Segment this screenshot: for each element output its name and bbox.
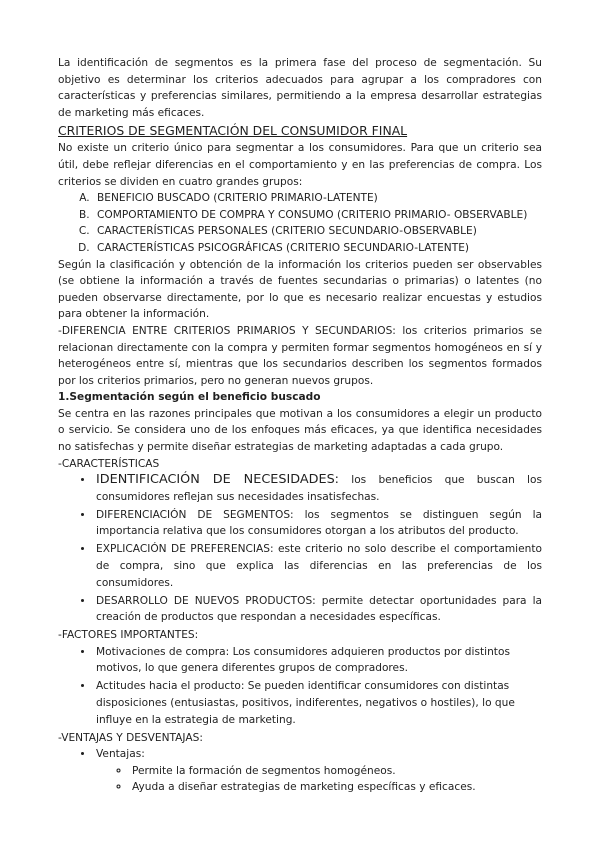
caracteristica-term: DIFERENCIACIÓN DE SEGMENTOS: xyxy=(96,508,294,521)
ventaja-subitem: ◦ Ayuda a diseñar estrategias de marketing específicas y eficaces. xyxy=(130,779,542,796)
paragraph-criteria: No existe un criterio único para segmentar a los consumidores. Para que un criterio sea útil, debe reflejar diferencias en el comportamiento y en las preferencias de compra. Los criterios se dividen en cuatro grandes grupos: xyxy=(58,142,542,188)
ventajas-sublist xyxy=(96,763,542,796)
ventajas-item-label: Ventajas: xyxy=(96,748,145,761)
caracteristica-term: IDENTIFICACIÓN DE NECESIDADES: xyxy=(96,472,339,488)
caracteristica-text: este criterio no solo describe el comportamiento de compra, sino que explica las diferencias en las preferencias de los consumidores. xyxy=(96,543,542,589)
caracteristicas-list xyxy=(58,472,542,626)
caracteristica-item xyxy=(94,472,542,505)
criteria-group-item: C. CARACTERÍSTICAS PERSONALES (CRITERIO SECUNDARIO-OBSERVABLE) xyxy=(93,223,542,240)
caracteristicas-label: -CARACTERÍSTICAS xyxy=(58,457,160,470)
ventajas-list xyxy=(58,746,542,796)
caracteristica-text: permite detectar oportunidades para la creación de productos que respondan a necesidades específicas. xyxy=(96,594,543,624)
section-1-title: 1.Segmentación según el beneficio buscado xyxy=(58,391,321,404)
ventajas-label: -VENTAJAS Y DESVENTAJAS: xyxy=(58,731,203,744)
caracteristica-text: los segmentos se distinguen según la importancia relativa que los consumidores otorgan a los atributos del producto. xyxy=(96,508,542,538)
paragraph-observables: Según la clasificación y obtención de la información los criterios pueden ser observables (se obtiene la información a través de fuentes secundarias o primarias) o latentes (no pueden observarse directamente, por lo que es necesario realizar encuestas y estudios para obtener la información. xyxy=(58,258,542,321)
factores-label: -FACTORES IMPORTANTES: xyxy=(58,629,199,642)
intro-paragraph: La identificación de segmentos es la primera fase del proceso de segmentación. Su objetivo es determinar los criterios adecuados para agrupar a los compradores con características y preferencias similares, permitiendo a la empresa desarrollar estrategias de marketing más eficaces. xyxy=(58,57,542,119)
factor-item: • Actitudes hacia el producto: Se pueden identificar consumidores con distintas disposiciones (entusiastas, positivos, indiferentes, negativos o hostiles), lo que influye en la estrategia de marketing. xyxy=(94,678,542,728)
caracteristica-text: los beneficios que buscan los consumidores reflejan sus necesidades insatisfechas. xyxy=(96,474,542,503)
criteria-group-item: B. COMPORTAMIENTO DE COMPRA Y CONSUMO (CRITERIO PRIMARIO- OBSERVABLE) xyxy=(93,207,542,224)
criteria-group-item: D. CARACTERÍSTICAS PSICOGRÁFICAS (CRITERIO SECUNDARIO-LATENTE) xyxy=(93,240,542,257)
caracteristica-item xyxy=(94,507,542,540)
criteria-group-item: A. BENEFICIO BUSCADO (CRITERIO PRIMARIO-LATENTE) xyxy=(93,190,542,207)
caracteristica-item xyxy=(94,593,542,626)
paragraph-beneficio: Se centra en las razones principales que motivan a los consumidores a elegir un producto o servicio. Se considera uno de los enfoques más eficaces, ya que identifica necesidades no satisfechas y permite diseñar estrategias de marketing adaptadas a cada grupo. xyxy=(58,407,542,454)
caracteristica-term: EXPLICACIÓN DE PREFERENCIAS: xyxy=(96,543,274,556)
factores-list xyxy=(58,644,542,728)
ventajas-item xyxy=(94,746,542,796)
caracteristica-item xyxy=(94,541,542,591)
ventaja-subitem: ◦ Permite la formación de segmentos homogéneos. xyxy=(130,763,542,780)
criteria-groups-list xyxy=(58,190,542,256)
section-heading: CRITERIOS DE SEGMENTACIÓN DEL CONSUMIDOR FINAL xyxy=(58,123,408,139)
factor-item: • Motivaciones de compra: Los consumidores adquieren productos por distintos motivos, lo que genera diferentes grupos de compradores. xyxy=(94,644,542,677)
caracteristica-term: DESARROLLO DE NUEVOS PRODUCTOS: xyxy=(96,594,316,607)
paragraph-diferencia: -DIFERENCIA ENTRE CRITERIOS PRIMARIOS Y SECUNDARIOS: los criterios primarios se relacionan directamente con la compra y permiten formar segmentos homogéneos en sí y heterogéneos entre sí, mientras que los secundarios describen los segmentos formados por los criterios primarios, pero no generan nuevos grupos. xyxy=(58,324,542,387)
